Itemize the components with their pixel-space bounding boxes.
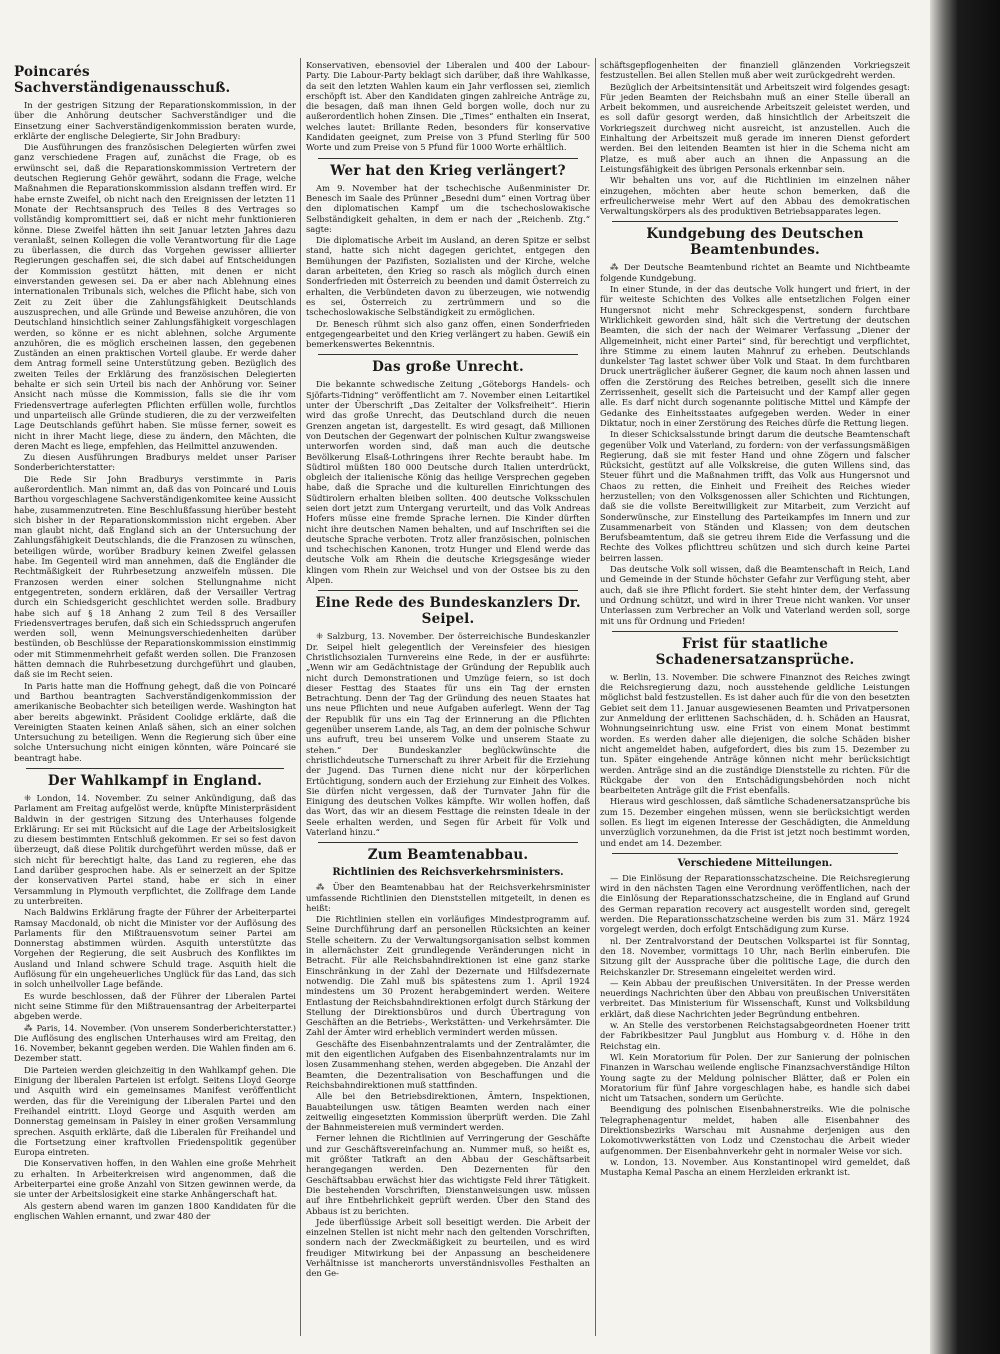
article-paragraph: Alle bei den Betriebsdirektionen, Ämtern, Inspektionen, Bauabteilungen usw. tätigen Beamten werden nach einer zeitweilig eingesetzten Kommission überprüft werden. Die Zahl der Bahnmeistereien muß vermindert werden.	[306, 1091, 590, 1133]
article-paragraph: Die Richtlinien stellen ein vorläufiges Mindestprogramm auf. Seine Durchführung darf an personellen Rücksichten an keiner Stelle scheitern. Zu der Verwaltungsorganisation selbst kommen in allernächster Zeit grundlegende Veränderungen nicht in Betracht. Für alle Reichsbahndirektionen ist eine ganz starke Einschränkung in der Zahl der Dezernate und Hilfsdezernate notwendig. Die Zahl muß bis spätestens zum 1. April 1924 mindestens um 30 Prozent herabgemindert werden. Weitere Entlastung der Reichsbahndirektionen erfolgt durch Stärkung der Stellung der Direktionsbüros und durch Übertragung von Geschäften an die Betriebs-, Werkstätten- und Verkehrsämter. Die Zahl der Ämter wird erheblich vermindert werden müssen.	[306, 914, 590, 1038]
article-paragraph: Nach Baldwins Erklärung fragte der Führer der Arbeiterpartei Ramsay Macdonald, ob nicht die Minister vor der Auflösung des Parlaments für den Mißtrauensvotum seiner Partei am Donnerstag abstimmen würden. Asquith unterstützte das Vorgehen der Regierung, die seit Ausbruch des Konfliktes im Ausland und Inland schwere Schuld trage. Asquith hielt die Auflösung für ein ungeheuerliches Unglück für das Land, das sich in solch unheilvoller Lage befände.	[14, 907, 296, 990]
article-headline: Frist für staatliche Schadenersatzansprüche.	[655, 635, 855, 668]
column-3	[600, 60, 910, 1334]
article-paragraph: ⁂ Paris, 14. November. (Von unserem Sonderberichterstatter.) Die Auflösung des englischen Unterhauses wird am Freitag, den 16. November, bekannt gegeben werden. Die Wahlen finden am 6. Dezember statt.	[14, 1022, 296, 1064]
article-headline: Das große Unrecht.	[372, 359, 524, 376]
article-headline: Eine Rede des Bundeskanzlers Dr. Seipel.	[315, 595, 581, 628]
article-paragraph: In einer Stunde, in der das deutsche Volk hungert und friert, in der für weiteste Schichten des Volkes alle entsetzlichen Folgen einer Hungersnot nicht mehr Schreckgespenst, sondern furchtbare Wirklichkeit geworden sind, hält sich die Vertretung der deutschen Beamten, die sich der nach der Weimarer Verfassung „Diener der Allgemeinheit, nicht einer Partei“ sind, für berechtigt und verpflichtet, ihre Stimme zu einem lauten Mahnruf zu erheben. Deutschlands dunkelster Tag lastet schwer über Volk und Staat. In dem furchtbaren Druck unerträglicher äußerer Gegner, die kaum noch ahnen lassen und offen die Zerstörung des Reiches betreiben, gesellt sich die innere Zerrissenheit, gesellt sich die Parteisucht und der Kampf aller gegen alle. Es darf nicht durch sogenannte politische Mittel und Kämpfe der Gedanke des Einheitsstaates aufgegeben werden. Weder in einer Diktatur, noch in einer Zerstörung des Reiches dürfe die Rettung liegen.	[600, 284, 910, 428]
article-paragraph: Die Ausführungen des französischen Delegierten würfen zwei ganz verschiedene Fragen auf, zunächst die Frage, ob es erwünscht sei, daß die Reparationskommission Vertretern der deutschen Regierung Gehör gewährt, sodann die Frage, welche Maßnahmen die Reparationskommission alsdann treffen wird. Er habe ernste Zweifel, ob nicht nach den Ereignissen der letzten 11 Monate der Rechtsanspruch des Teiles 8 des Vertrages so vollständig kompromittiert sei, daß er nicht mehr funktionieren könne. Diese Zweifel hätten ihn seit Januar letzten Jahres dazu veranlaßt, seinen Kollegen die volle Verantwortung für die Lage zu überlassen, die durch das Vorgehen gewisser alliierter Regierungen geschaffen sei, die sich dabei auf Entscheidungen der Kommission gestützt hätten, mit denen er nicht einverstanden gewesen sei. Da er aber nach Ablehnung eines internationalen Tribunals sich, welches die Pflicht habe, sich von Zeit zu Zeit über die Zahlungsfähigkeit Deutschlands auszusprechen, und alle Gründe und Beweise anzuhören, die von Deutschland hinsichtlich seiner Zahlungsfähigkeit vorgeschlagen werden, so könne er es nicht ablehnen, solche Argumente anzuhören, die es möglich erscheinen lassen, den gegebenen Zuständen an einen praktischen Vorteil glaube. Er werde daher dem Antrag formell seine Unterstützung geben. Bezüglich des zweiten Teiles der Erklärung des französischen Delegierten behalte er sich sein Urteil bis nach der Anhörung vor. Seiner Ansicht nach müsse die Kommission, falls sie die ihr vom Friedensvertrage auferlegten Pflichten erfüllen wolle, furchtlos und unparteiisch alle Gründe studieren, die zu der verzweifelten Lage Deutschlands geführt haben. Sie müsse ferner, soweit es nicht in ihrer Macht liege, diese zu ändern, den Mächten, die deren Macht es liege, empfehlen, das Heilmittel anzuwenden.	[14, 142, 296, 451]
article-paragraph: Beendigung des polnischen Eisenbahnerstreiks. Wie die polnische Telegraphenagentur meldet, haben alle Eisenbahner des Direktionsbezirks Warschau mit Ausnahme derjenigen aus den Lokomotivwerkstätten von Lodz und Czenstochau die Arbeit wieder aufgenommen. Der Eisenbahnverkehr geht in normaler Weise vor sich.	[600, 1104, 910, 1156]
article-paragraph: Die Konservativen hoffen, in den Wahlen eine große Mehrheit zu erhalten. In Arbeiterkreisen wird angenommen, daß die Arbeiterpartei eine große Anzahl von Sitzen gewinnen werde, da sie unter der Arbeitslosigkeit eine starke Anhängerschaft hat.	[14, 1158, 296, 1200]
article-paragraph: w. London, 13. November. Aus Konstantinopel wird gemeldet, daß Mustapha Kemal Pascha an einem Herzleiden erkrankt ist.	[600, 1156, 910, 1178]
section-subheading: Richtlinien des Reichsverkehrsministers.	[332, 867, 564, 879]
article-paragraph: Als gestern abend waren im ganzen 1800 Kandidaten für die englischen Wahlen ernannt, und zwar 480 der	[14, 1200, 296, 1221]
article-paragraph: In der gestrigen Sitzung der Reparationskommission, in der über die Anhörung deutscher Sachverständiger und die Einsetzung einer Sachverständigenkommission beraten wurde, erklärte der englische Delegierte, Sir John Bradbury:	[14, 100, 296, 141]
article-separator	[26, 768, 284, 769]
article-paragraph: nl. Der Zentralvorstand der Deutschen Volkspartei ist für Sonntag, den 18. November, vormittags 10 Uhr, nach Berlin einberufen. Die Sitzung gilt der Aussprache über die politische Lage, die durch den Reichskanzler Dr. Stresemann eingeleitet werden wird.	[600, 935, 910, 977]
article-headline: Der Wahlkampf in England.	[47, 773, 263, 789]
article-paragraph: Das deutsche Volk soll wissen, daß die Beamtenschaft in Reich, Land und Gemeinde in der Stunde höchster Gefahr zur Verfügung steht, aber auch, daß sie ihre Pflicht fordert. Sie steht hinter dem, der Verfassung und Ordnung schützt, und wird in ihrer Treue nicht wanken. Vor unser Unterlassen zum Verbrecher an Volk und Vaterland werden soll, sorge mit uns für Ordnung und Frieden!	[600, 564, 910, 626]
article-separator	[612, 631, 898, 632]
article-paragraph: Die Rede Sir John Bradburys verstimmte in Paris außerordentlich. Man nimmt an, daß das von Poincaré und Louis Barthou vorgeschlagene Sachverständigenkomitee keine Aussicht habe, zusammenzutreten. Eine Beschlußfassung hierüber besteht sich bisher in der Reparationskommission nicht ergeben. Aber man glaubt nicht, daß England sich an der Untersuchung der Zahlungsfähigkeit Deutschlands, die die Franzosen zu wünschen, beteiligen würde, worüber Bradbury keinen Zweifel gelassen habe. Im Gegenteil wird man annehmen, daß die Engländer die Rechtmäßigkeit der Ruhrbesetzung anzweifeln müssen. Die Franzosen werden einer solchen Stellungnahme nicht entgegentreten, sondern erklären, daß der Versailler Vertrag durch ein Schiedsgericht geschlichtet werden solle. Bradbury habe sich auf § 18 Anhang 2 zum Teil 8 des Versailler Friedensvertrages berufen, daß sich ein Schiedsspruch angerufen werden soll, wenn Meinungsverschiedenheiten darüber bestünden, ob Beschlüsse der Reparationskommission einstimmig oder mit Stimmenmehrheit gefaßt werden sollen. Die Franzosen hätten demnach die Ruhrbesetzung durchgeführt und glauben, daß sie im Recht seien.	[14, 473, 296, 680]
article-paragraph: In Paris hatte man die Hoffnung gehegt, daß die von Poincaré und Barthou beantragten Sachverständigenkommission der amerikanische Beobachter sich beteiligen werde. Washington hat aber bereits abgewinkt. Präsident Coolidge erklärte, daß die Vereinigten Staaten keinen Anlaß sähen, sich an einer solchen Untersuchung zu beteiligen. Wenn die Regierung sich über eine solche Untersuchung nicht einigen könnten, wäre Poincaré sie beantragt habe.	[14, 680, 296, 763]
article-paragraph: Konservativen, ebensoviel der Liberalen und 400 der Labour-Party. Die Labour-Party beklagt sich darüber, daß ihre Wahlkasse, da seit den letzten Wahlen kaum ein Jahr verflossen sei, ziemlich erschöpft ist. Aber den Kandidaten gingen zahlreiche Anträge zu, die besagen, daß man ihnen Geld borgen wolle, doch nur zu außerordentlich hohen Zinsen. Die „Times“ enthalten ein Inserat, welches lautet: Brillante Reden, besonders für konservative Kandidaten geeignet, zum Preise von 3 Pfund Sterling für 500 Worte und zum Preise von 5 Pfund für 1000 Worte erhältlich.	[306, 60, 590, 153]
column-divider	[300, 58, 301, 1336]
section-subheading: Verschiedene Mitteilungen.	[677, 857, 833, 869]
article-separator	[318, 590, 578, 591]
article-headline: Wer hat den Krieg verlängert?	[330, 162, 566, 179]
article-paragraph: ⁜ London, 14. November. Zu seiner Ankündigung, daß das Parlament am Freitag aufgelöst werde, knüpfte Ministerpräsident Baldwin in der gestrigen Sitzung des Unterhauses folgende Erklärung: Er sei mit Rücksicht auf die Lage der Arbeitslosigkeit zu diesem bestimmten Entschluß gekommen. Er sei so fest davon überzeugt, daß diese Politik durchgeführt werden müsse, daß er sich nicht für berechtigt halte, das Land zu regieren, ehe das Land darüber gesprochen habe. Als er seinerzeit an der Spitze der konservativen Partei stand, habe er sich in einer Versammlung in Plymouth verpflichtet, die Zollfrage dem Lande zu unterbreiten.	[14, 793, 296, 906]
article-paragraph: Zu diesen Ausführungen Bradburys meldet unser Pariser Sonderberichterstatter:	[14, 452, 296, 473]
article-headline: Zum Beamtenabbau.	[367, 847, 529, 864]
article-paragraph: schäftsgepflogenheiten der finanziell glänzenden Vorkriegszeit festzustellen. Bei allen Stellen muß aber weit zurückgedreht werden.	[600, 60, 910, 81]
article-paragraph: Dr. Benesch rühmt sich also ganz offen, einen Sonderfrieden entgegengearbeitet und den Krieg verlängert zu haben. Gewiß ein bemerkenswertes Bekenntnis.	[306, 318, 590, 350]
article-paragraph: Wir behalten uns vor, auf die Richtlinien im einzelnen näher einzugehen, möchten aber heute schon bemerken, daß die erfreulicherweise mehr Wert auf den Abbau des demokratischen Verwaltungskörpers als des produktiven Betriebsapparates legen.	[600, 175, 910, 217]
article-separator	[612, 221, 898, 222]
article-paragraph: In dieser Schicksalsstunde bringt darum die deutsche Beamtenschaft gegenüber Volk und Vaterland, zu fordern: von der verfassungsmäßigen Regierung, daß sie mit fester Hand und ohne Zögern und falscher Rücksicht, gestützt auf alle Volkskreise, die guten Willens sind, das Steuer führt und die Maßnahmen trifft, das Volk aus Hungersnot und Chaos zu retten, die Einheit und Freiheit des Reiches wieder herzustellen; von den Volksgenossen aller Schichten und Richtungen, daß sie die vollste Bereitwilligkeit zur Mitarbeit, zum Verzicht auf Sonderwünsche, zur Einstellung des Parteikampfes im Innern und zur Zusammenarbeit von Ständen und Klassen; von dem deutschen Berufsbeamtentum, daß sie getreu ihrem Eide die Verfassung und die Rechte des Volkes pflichttreu schützen und sich durch keine Partei beirren lassen.	[600, 429, 910, 563]
article-paragraph: ⁜ Salzburg, 13. November. Der österreichische Bundeskanzler Dr. Seipel hielt gelegentlich der Vereinsfeier des hiesigen Christlichsozialen Turnvereins eine Rede, in der er ausführte: „Wenn wir am Gedächtnistage der Gründung der Republik auch nicht durch Demonstrationen und Umzüge feiern, so ist doch dieser Festtag des Staates für uns ein Tag der ernsten Betrachtung. Denn der Tag der Gründung des neuen Staates hat uns neue Pflichten und neue Aufgaben auferlegt. Wenn der Tag der Republik für uns ein Tag der Erinnerung an die Pflichten gegenüber unserem Lande, als Tag, an dem der polnische Schwur uns aufruft, treu bei unserem Volke und unserem Staate zu stehen.“ Der Bundeskanzler beglückwünschte die christlichdeutsche Turnerschaft zu ihrer Arbeit für die Erziehung der Jugend. Das Turnen diene nicht nur der körperlichen Ertüchtigung, sondern auch der Erziehung zur Einheit des Volkes. Sie dürfen nicht vergessen, daß der Turnvater Jahn für die Einigung des deutschen Volkes kämpfte. Wir wollen hoffen, daß das Wort, das wir an diesem Festtage die reinsten Ideale in der Seele erhalten werden, und Segen für Arbeit für Volk und Vaterland hinzu.“	[306, 631, 590, 837]
article-paragraph: Hieraus wird geschlossen, daß sämtliche Schadenersatzansprüche bis zum 15. Dezember eingehen müssen, wenn sie berücksichtigt werden sollen. Es liegt im eigenen Interesse der Geschädigten, die Anmeldung unverzüglich vorzunehmen, da die Frist ist jetzt noch bestimmt worden, und endet am 14. Dezember.	[600, 796, 910, 848]
article-paragraph: — Die Einlösung der Reparationsschatzscheine. Die Reichsregierung wird in den nächsten Tagen eine Verordnung veröffentlichen, nach der die Einlösung der Reparationsschatzscheine, die in England auf Grund des German reparation recovery act ausgestellt worden sind, geregelt werden. Die Reparationsschatzscheine werden bis zum 31. März 1924 vorgelegt werden, doch erfolgt Entschädigung zum Kurse.	[600, 872, 910, 935]
article-paragraph: Es wurde beschlossen, daß der Führer der Liberalen Partei nicht seine Stimme für den Mißtrauensantrag der Arbeiterpartei abgeben werde.	[14, 990, 296, 1022]
column-1	[14, 60, 296, 1334]
column-2	[306, 60, 590, 1334]
article-paragraph: Die diplomatische Arbeit im Ausland, an deren Spitze er selbst stand, hatte sich nicht dagegen gerichtet, entgegen den Bemühungen der Pazifisten, Sozialisten und der Kirche, welche daran arbeiteten, den Krieg so rasch als möglich durch einen Sonderfrieden mit Österreich zu beenden und damit Österreich zu erhalten, die Verbündeten davon zu überzeugen, wie notwendig es sei, Österreich zu zertrümmern und so die tschechoslowakische Selbständigkeit zu ermöglichen.	[306, 235, 590, 318]
article-separator	[612, 853, 898, 854]
article-paragraph: ⁂ Über den Beamtenabbau hat der Reichsverkehrsminister umfassende Richtlinien den Dienststellen mitgeteilt, in denen es heißt:	[306, 882, 590, 913]
article-separator	[318, 354, 578, 355]
article-paragraph: ⁂ Der Deutsche Beamtenbund richtet an Beamte und Nichtbeamte folgende Kundgebung.	[600, 262, 910, 283]
article-paragraph: Ferner lehnen die Richtlinien auf Verringerung der Geschäfte und zur Geschäftsvereinfachung an. Nummer muß, so heißt es, mit größter Tatkraft an den Abbau der Geschäftsarbeit herangegangen werden. Den Dezernenten für den Geschäftsabbau erwächst hier das wichtigste Feld ihrer Tätigkeit. Die bestehenden Vorschriften, Dienstanweisungen usw. müssen auf ihre Entbehrlichkeit geprüft werden. Über den Stand des Abbaus ist zu berichten.	[306, 1133, 590, 1216]
article-paragraph: Am 9. November hat der tschechische Außenminister Dr. Benesch im Saale des Prünner „Besedni dum“ einen Vortrag über den diplomatischen Kampf um die tschechoslowakische Selbständigkeit gehalten, in dem er nach der „Reichenb. Ztg.“ sagte:	[306, 182, 590, 234]
article-paragraph: Jede überflüssige Arbeit soll beseitigt werden. Die Arbeit der einzelnen Stellen ist nicht mehr nach den geltenden Vorschriften, sondern nach der Zweckmäßigkeit zu beurteilen, und es wird freudiger Mitwirkung bei der Anpassung an bescheidenere Verhältnisse ist mancherorts unverständnisvolles Festhalten an den Ge-	[306, 1216, 590, 1279]
article-headline: Poincarés Sachverständigenausschuß.	[14, 64, 231, 96]
article-headline: Kundgebung des Deutschen Beamtenbundes.	[646, 226, 864, 259]
article-paragraph: Wl. Kein Moratorium für Polen. Der zur Sanierung der polnischen Finanzen in Warschau weilende englische Finanzsachverständige Hilton Young sagte zu der Meldung polnischer Blätter, daß er Polen ein Moratorium für fünf Jahre vorgeschlagen habe, es handle sich dabei nicht um Tatsachen, sondern um Gerüchte.	[600, 1051, 910, 1104]
article-separator	[318, 842, 578, 843]
column-divider	[595, 58, 596, 1336]
book-binding-edge	[930, 0, 1000, 1354]
article-paragraph: Die bekannte schwedische Zeitung „Göteborgs Handels- och Sjöfarts-Tidning“ veröffentlicht am 7. November einen Leitartikel unter der Überschrift „Das Zeitalter der Volksfreiheit“. Hierin wird das große Unrecht, das Deutschland durch die neuen Grenzen angetan ist, dargestellt. Es wird gesagt, daß Millionen von Deutschen der Gegenwart der polnischen Kultur zwangsweise unterworfen worden sind, daß man auch die deutsche Bevölkerung Elsaß-Lothringens ihrer Rechte beraubt habe. Im Südtirol müßten 180 000 Deutsche durch Italien unterdrückt, obgleich der italienische König das heilige Versprechen gegeben habe, daß die Sprache und die kulturellen Einrichtungen des Südtirolern erhalten bleiben sollten. 400 deutsche Volksschulen seien dort jetzt zum Untergang verurteilt, und das Volk Andreas Hofers müsse eine fremde Sprache lernen. Die Kinder dürften nicht ihre deutschen Namen behalten, und auf Inschriften sei die deutsche Sprache verboten. Trotz aller französischen, polnischen und tschechischen Kanonen, trotz Hunger und Elend werde das deutsche Volk am Rhein die deutsche Kriegsgesänge wieder klingen vom Rhein zur Weichsel und von der Ostsee bis zu den Alpen.	[306, 379, 590, 586]
article-paragraph: Die Parteien werden gleichzeitig in den Wahlkampf gehen. Die Einigung der liberalen Parteien ist erfolgt. Seitens Lloyd George und Asquith wird ein gemeinsames Manifest veröffentlicht werden, das für die Vereinigung der Liberalen Partei und den Freihandel eintritt. Lloyd George und Asquith werden am Donnerstag gemeinsam in Paisley in einer großen Versammlung sprechen. Asquith erklärte, daß die Liberalen für Freihandel und die Fortsetzung einer kraftvollen Friedenspolitik gegenüber Europa eintreten.	[14, 1064, 296, 1158]
article-paragraph: w. Berlin, 13. November. Die schwere Finanznot des Reiches zwingt die Reichsregierung dazu, noch ausstehende geldliche Leistungen möglichst bald festzustellen. Es ist daher auch für die von den besetzten Gebiet seit dem 11. Januar ausgewiesenen Beamten und Privatpersonen zur Anmeldung der erlittenen Sachschäden, d. h. Schäden an Hausrat, Wohnungseinrichtung usw. eine Frist von einem Monat bestimmt worden. Es werden daher alle diejenigen, die solche Schäden bisher nicht angemeldet haben, aufgefordert, dies bis zum 15. Dezember zu tun. Später eingehende Anträge können nicht mehr berücksichtigt werden. Anträge sind an die zuständige Dienststelle zu richten. Für die Rückgabe der von den Entschädigungsbehörden noch nicht bearbeiteten Anträge gilt die Frist ebenfalls.	[600, 671, 910, 796]
article-paragraph: Geschäfte des Eisenbahnzentralamts und der Zentralämter, die mit den eigentlichen Aufgaben des Eisenbahnzentralamts nur im losen Zusammenhang stehen, werden abgegeben. Die Anzahl der Beamten, die Dezentralisation von Beschaffungen und die Reichsbahndirektionen muß stattfinden.	[306, 1038, 590, 1090]
article-separator	[318, 158, 578, 159]
article-paragraph: — Kein Abbau der preußischen Universitäten. In der Presse werden neuerdings Nachrichten über den Abbau von preußischen Universitäten verbreitet. Das Ministerium für Wissenschaft, Kunst und Volksbildung erklärt, daß diese Nachrichten jeder Begründung entbehren.	[600, 977, 910, 1019]
article-paragraph: w. An Stelle des verstorbenen Reichstagsabgeordneten Hoener tritt der Fabrikbesitzer Paul Jungblut aus Homburg v. d. Höhe in den Reichstag ein.	[600, 1020, 910, 1051]
article-paragraph: Bezüglich der Arbeitsintensität und Arbeitszeit wird folgendes gesagt: Für jeden Beamten der Reichsbahn muß an einer Stelle überall an Arbeit bekommen, und ausreichende Arbeitszeit geleistet werden, und es soll dafür gesorgt werden, daß hinsichtlich der Arbeitszeit die Vorkriegszeit durchweg nicht ausreicht, ist anzustellen. Auch die Einhaltung der Arbeitszeit muß gerade im inneren Dienst gefordert werden. Bei den leitenden Beamten ist hier in die Schema nicht am Platze, es muß aber auch an ihnen die Anpassung an die Leistungsfähigkeit des übrigen Personals erkennbar sein.	[600, 81, 910, 174]
